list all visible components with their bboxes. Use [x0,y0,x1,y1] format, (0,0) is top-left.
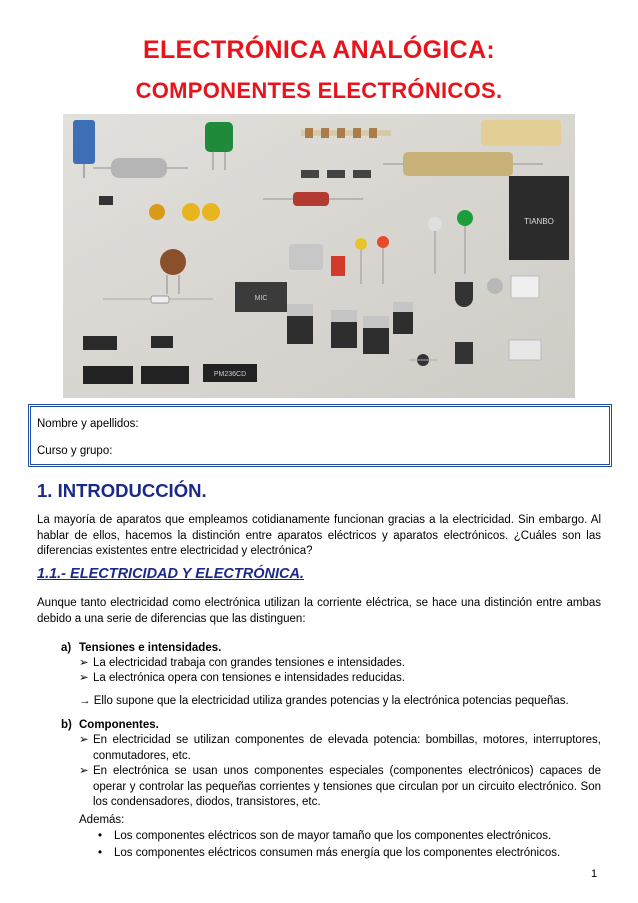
subsection-intro-paragraph: Aunque tanto electricidad como electrónica utilizan la corriente eléctrica, se hace una distinción entre ambas debido a una serie de diferencias que las distinguen: [37,597,601,625]
ademas-label: Además: [79,814,125,826]
bullet-arrow-icon: ➢ [79,765,89,777]
list-item: ➢ La electricidad trabaja con grandes tensiones e intensidades. [79,656,405,672]
conclusion-line: → Ello supone que la electricidad utiliza grandes potencias y la electrónica potencias pequeñas. [79,695,569,707]
section-heading-introduccion: 1. INTRODUCCIÓN. [37,480,207,501]
relay-label: TIANBO [524,217,554,226]
right-arrow-icon: → [79,695,91,707]
document-subtitle: COMPONENTES ELECTRÓNICOS. [135,78,503,103]
bullet-dot-icon: • [98,830,103,842]
bullet-arrow-icon: ➢ [79,672,89,684]
list-item: ➢ La electrónica opera con tensiones e intensidades reducidas. [79,671,405,687]
ic-label: PM236CD [213,371,247,378]
list-item: ➢ En electricidad se utilizan componentes de elevada potencia: bombillas, motores, interruptores, conmutadores, etc. [79,734,601,762]
bullet-arrow-icon: ➢ [79,734,89,746]
document-title: ELECTRÓNICA ANALÓGICA: [143,36,495,64]
subsection-heading-electricidad: 1.1.- ELECTRICIDAD Y ELECTRÓNICA. [37,566,304,582]
item-b-title: Componentes. [79,719,159,731]
list-item: • Los componentes eléctricos son de mayor tamaño que los componentes electrónicos. [98,829,551,845]
bullet-arrow-icon: ➢ [79,657,89,669]
item-b-label: b) [61,719,72,731]
bullet-dot-icon: • [98,847,103,859]
bridge-label: MIC [254,295,268,302]
item-a-label: a) [61,642,72,654]
student-info-box [28,404,612,467]
name-label: Nombre y apellidos: [37,418,139,430]
item-a-title: Tensiones e intensidades. [79,642,222,654]
list-item: • Los componentes eléctricos consumen más energía que los componentes electrónicos. [98,846,560,862]
group-label: Curso y grupo: [37,445,113,457]
list-item: ➢ En electrónica se usan unos componentes especiales (componentes electrónicos) capaces de operar y controlar las pequeñas corrientes y tensiones que circulan por un circuito electrónico. Son los condensadores, diodos, transistores, etc. [79,765,601,808]
intro-paragraph: La mayoría de aparatos que empleamos cotidianamente funcionan gracias a la electricidad. Sin embargo. Al hablar de ellos, hacemos la distinción entre aparatos eléctricos y aparatos electrónicos. ¿Cuáles son las diferencias existentes entre electricidad y electrónica? [37,514,601,557]
page-number: 1 [591,868,598,880]
components-photo [63,114,575,398]
